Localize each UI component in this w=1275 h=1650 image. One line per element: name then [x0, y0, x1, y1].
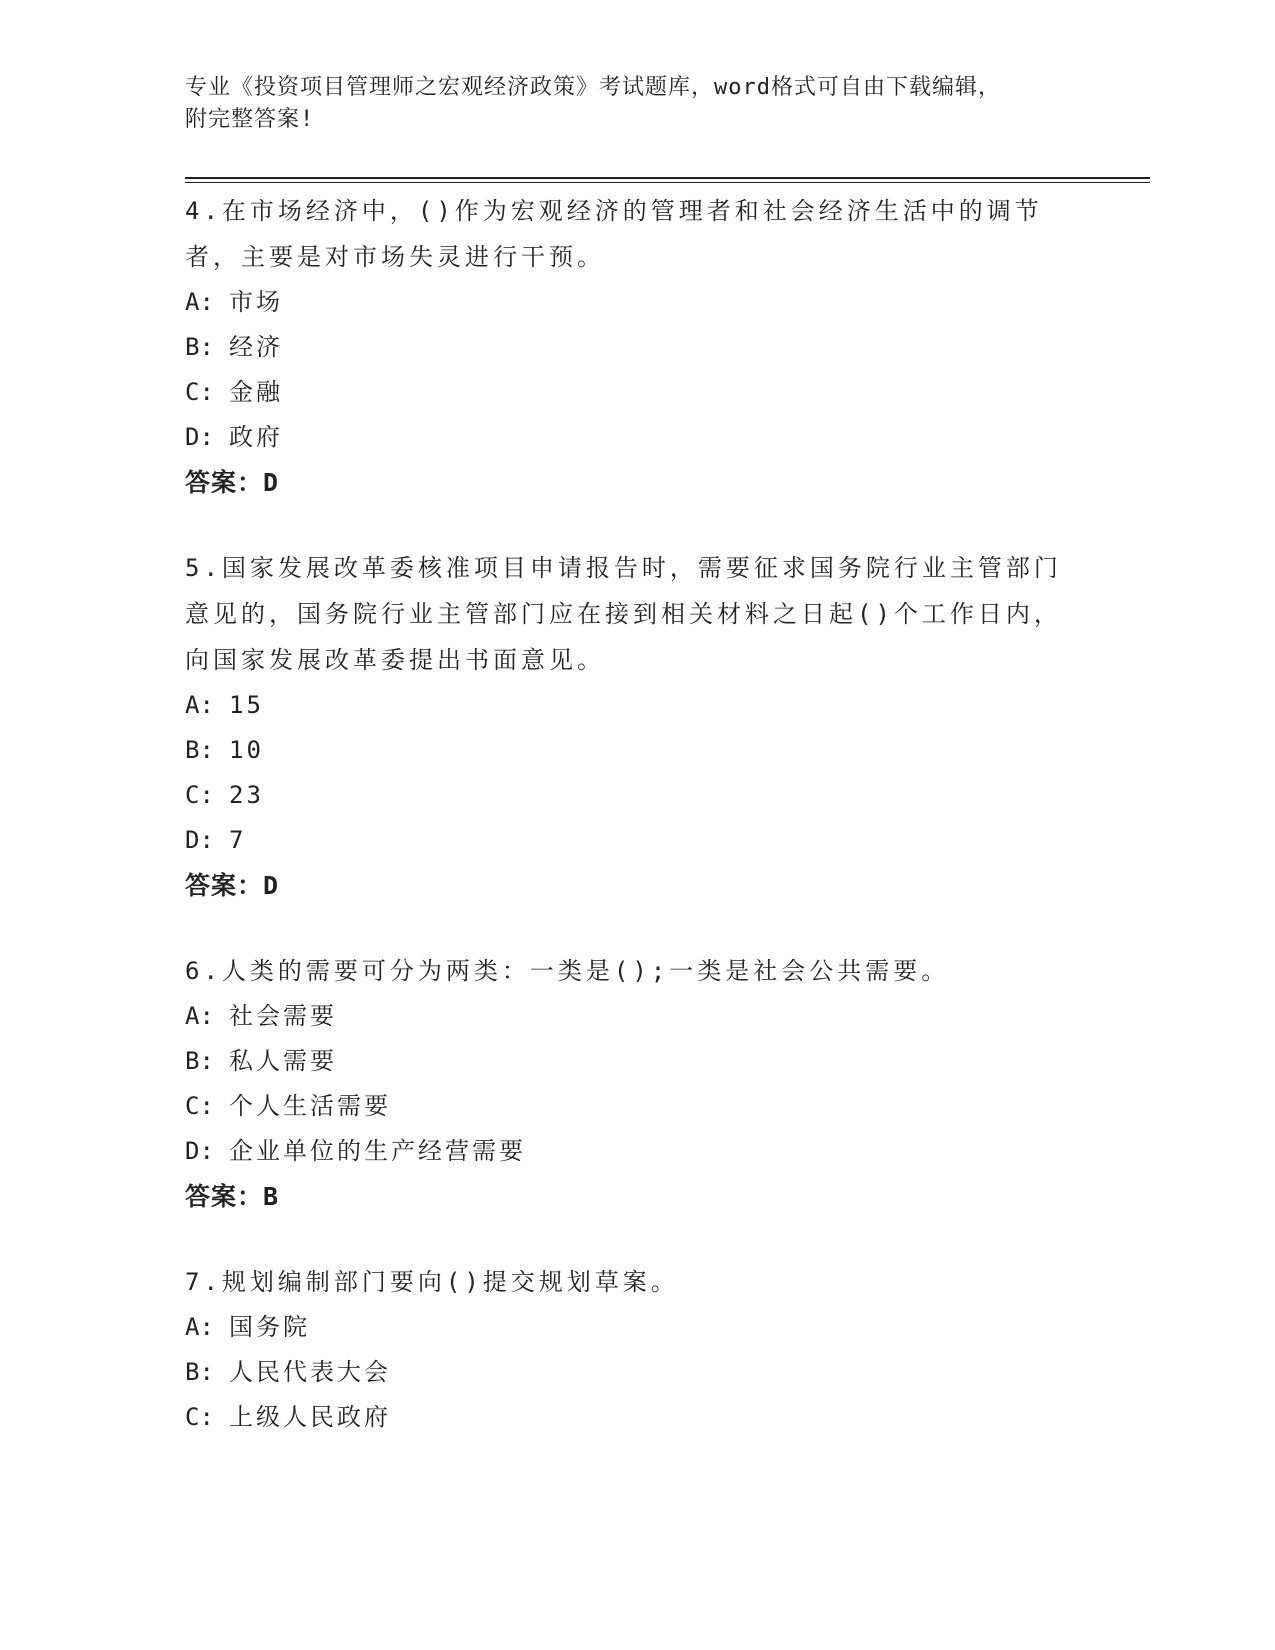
question-6 — [185, 948, 1065, 1219]
option-d — [185, 1129, 1065, 1174]
option-c — [185, 370, 1065, 415]
option-letter: D: — [185, 423, 214, 451]
option-text: 企业单位的生产经营需要 — [229, 1137, 526, 1165]
option-letter: A: — [185, 288, 214, 316]
option-text: 经济 — [229, 333, 283, 361]
option-letter: D: — [185, 826, 214, 854]
option-letter: C: — [185, 781, 214, 809]
answer-line: 答案：D — [185, 871, 280, 900]
option-a — [185, 280, 1065, 325]
option-text: 社会需要 — [229, 1002, 337, 1030]
option-text: 上级人民政府 — [229, 1403, 391, 1431]
option-letter: B: — [185, 1047, 214, 1075]
header-divider — [185, 177, 1150, 183]
answer-line: 答案：B — [185, 1182, 280, 1211]
question-text: 6.人类的需要可分为两类：一类是();一类是社会公共需要。 — [185, 957, 950, 985]
option-letter: A: — [185, 691, 214, 719]
option-letter: A: — [185, 1002, 214, 1030]
option-a — [185, 994, 1065, 1039]
question-list — [185, 188, 1065, 1480]
answer-line: 答案：D — [185, 468, 280, 497]
option-letter: B: — [185, 1358, 214, 1386]
option-c — [185, 773, 1065, 818]
option-text: 个人生活需要 — [229, 1092, 391, 1120]
option-text: 政府 — [229, 423, 283, 451]
option-letter: B: — [185, 736, 214, 764]
option-text: 人民代表大会 — [229, 1358, 391, 1386]
header-line-1: 专业《投资项目管理师之宏观经济政策》考试题库，word格式可自由下载编辑， — [185, 75, 1001, 100]
option-d — [185, 415, 1065, 460]
option-text: 私人需要 — [229, 1047, 337, 1075]
option-c — [185, 1395, 1065, 1440]
question-text: 7.规划编制部门要向()提交规划草案。 — [185, 1268, 679, 1296]
option-letter: C: — [185, 1092, 214, 1120]
option-b — [185, 1039, 1065, 1084]
question-text: 4.在市场经济中，()作为宏观经济的管理者和社会经济生活中的调节者，主要是对市场失灵进行干预。 — [185, 197, 1043, 271]
option-letter: D: — [185, 1137, 214, 1165]
option-b — [185, 728, 1065, 773]
option-letter: C: — [185, 378, 214, 406]
option-b — [185, 1350, 1065, 1395]
option-letter: C: — [185, 1403, 214, 1431]
question-4 — [185, 188, 1065, 505]
option-d — [185, 818, 1065, 863]
document-header — [185, 72, 1065, 136]
option-letter: B: — [185, 333, 214, 361]
question-7 — [185, 1259, 1065, 1440]
option-a — [185, 683, 1065, 728]
option-text: 15 — [229, 691, 264, 719]
option-letter: A: — [185, 1313, 214, 1341]
option-a — [185, 1305, 1065, 1350]
question-text: 5.国家发展改革委核准项目申请报告时，需要征求国务院行业主管部门意见的，国务院行业主管部门应在接到相关材料之日起()个工作日内，向国家发展改革委提出书面意见。 — [185, 554, 1062, 674]
option-text: 国务院 — [229, 1313, 310, 1341]
option-text: 金融 — [229, 378, 283, 406]
option-text: 7 — [229, 826, 247, 854]
option-b — [185, 325, 1065, 370]
option-text: 市场 — [229, 288, 283, 316]
option-text: 23 — [229, 781, 264, 809]
header-line-2: 附完整答案! — [185, 107, 315, 132]
option-text: 10 — [229, 736, 264, 764]
option-c — [185, 1084, 1065, 1129]
question-5 — [185, 545, 1065, 908]
